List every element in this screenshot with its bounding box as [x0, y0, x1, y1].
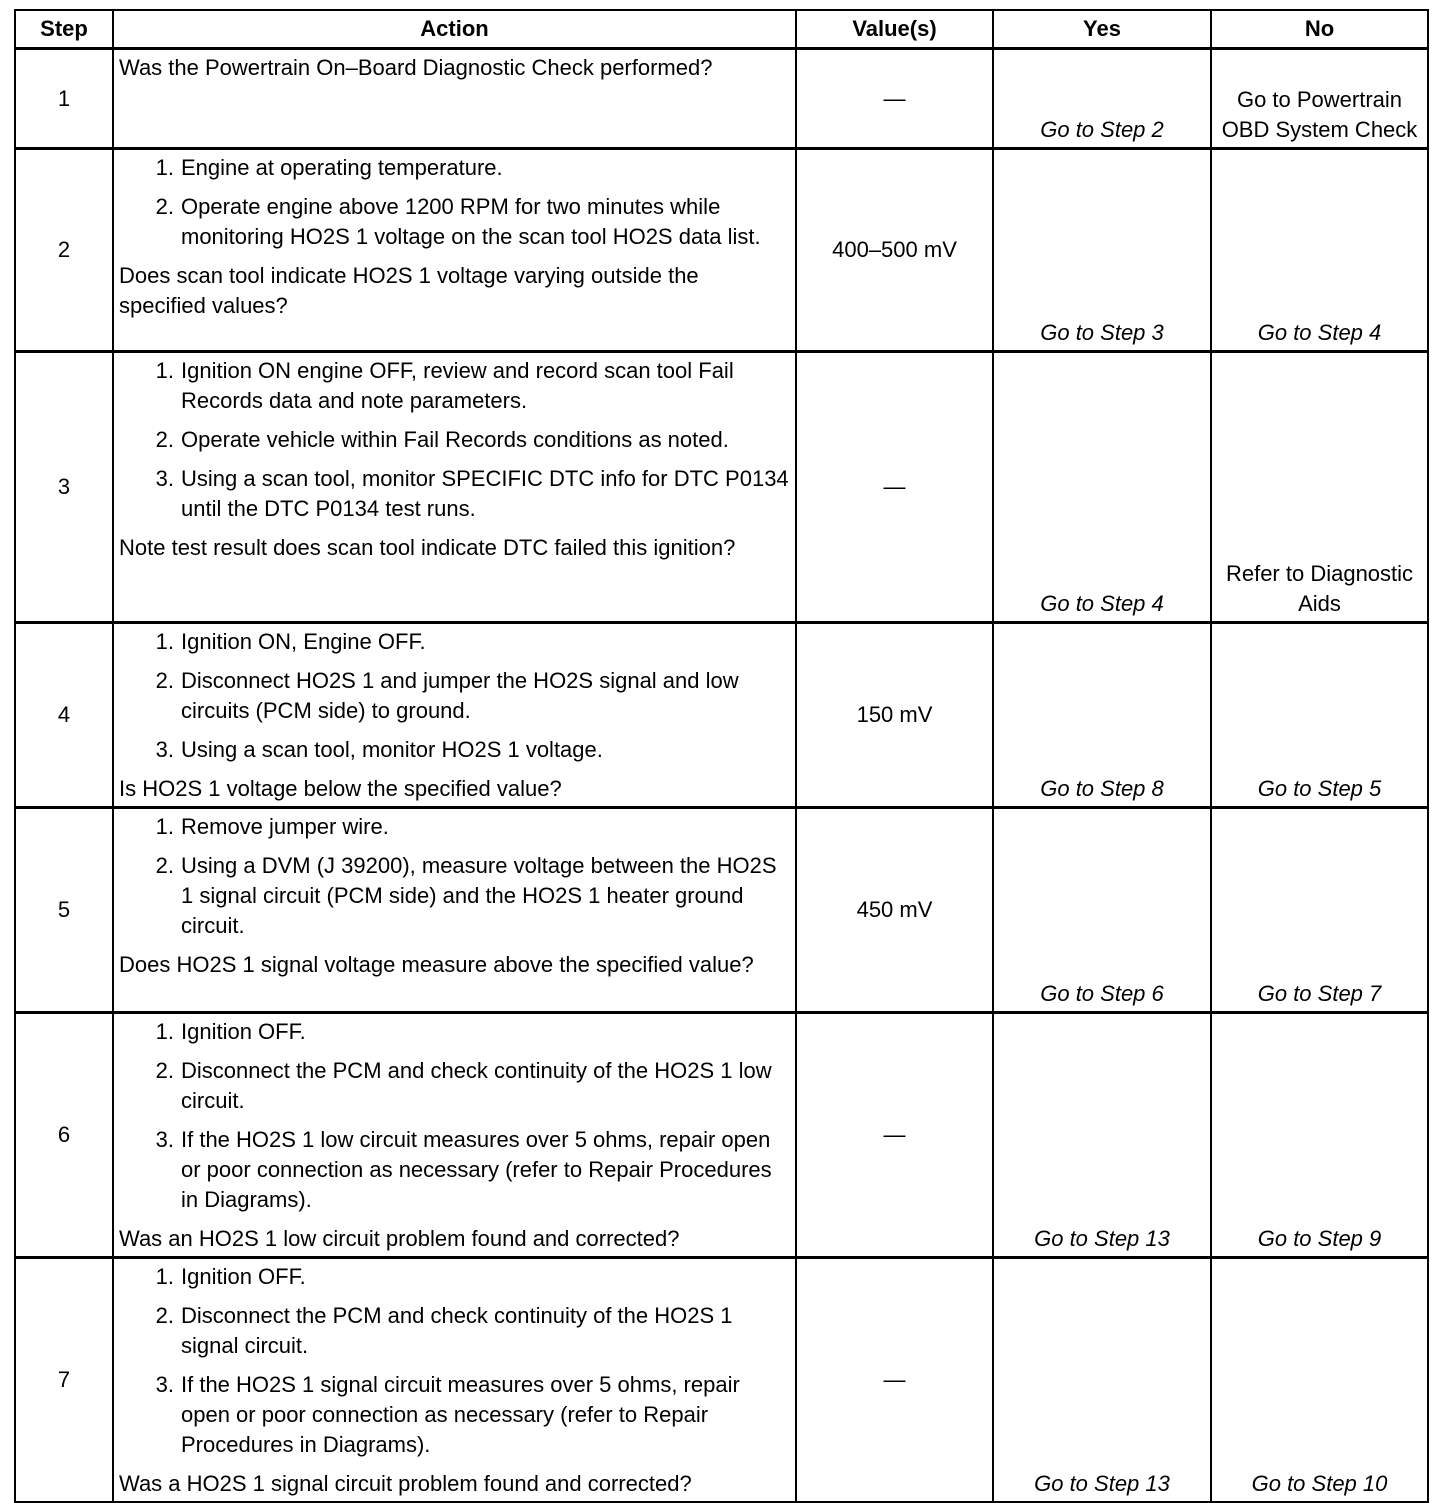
- table-row: [15, 1258, 1428, 1503]
- action-step: [119, 851, 789, 941]
- action-step: [119, 192, 789, 252]
- action-step-text: Ignition ON engine OFF, review and record scan tool Fail Records data and note parameters.: [181, 358, 734, 413]
- table-row: [15, 49, 1428, 149]
- table-row: [15, 1013, 1428, 1258]
- action-question: Note test result does scan tool indicate DTC failed this ignition?: [119, 535, 736, 560]
- action-step-text: Ignition ON, Engine OFF.: [181, 629, 426, 654]
- value-cell: —: [796, 1013, 993, 1258]
- table-row: [15, 352, 1428, 623]
- action-question: Does HO2S 1 signal voltage measure above the specified value?: [119, 952, 754, 977]
- action-step-number: 3.: [155, 737, 174, 762]
- action-cell: [113, 1013, 796, 1258]
- action-step: [119, 735, 789, 765]
- action-question: Was an HO2S 1 low circuit problem found and corrected?: [119, 1226, 680, 1251]
- action-step-text: Operate engine above 1200 RPM for two minutes while monitoring HO2S 1 voltage on the scan tool HO2S data list.: [181, 194, 761, 249]
- yes-action: Go to Step 3: [993, 149, 1211, 352]
- action-step-number: 3.: [155, 466, 174, 491]
- diagnostic-table: [14, 9, 1429, 1503]
- action-steps: [119, 1017, 789, 1215]
- step-number: 3: [15, 352, 113, 623]
- action-step-number: 2.: [155, 427, 174, 452]
- yes-action: Go to Step 13: [993, 1013, 1211, 1258]
- action-step: [119, 425, 789, 455]
- value-cell: 150 mV: [796, 623, 993, 808]
- action-step: [119, 356, 789, 416]
- action-cell: [113, 149, 796, 352]
- step-number: 1: [15, 49, 113, 149]
- step-number: 5: [15, 808, 113, 1013]
- no-action-text: Go to Powertrain OBD System Check: [1221, 87, 1418, 142]
- action-step-text: Disconnect the PCM and check continuity of the HO2S 1 low circuit.: [181, 1058, 772, 1113]
- value-cell: 400–500 mV: [796, 149, 993, 352]
- action-question: Was the Powertrain On–Board Diagnostic Check performed?: [119, 55, 713, 80]
- action-step-number: 1.: [155, 1264, 174, 1289]
- no-action: [1211, 49, 1428, 149]
- no-action: [1211, 149, 1428, 352]
- no-action: [1211, 1258, 1428, 1503]
- action-step-text: Using a DVM (J 39200), measure voltage between the HO2S 1 signal circuit (PCM side) and the HO2S 1 heater ground circuit.: [181, 853, 777, 938]
- action-step-number: 2.: [155, 194, 174, 219]
- action-step: [119, 1017, 789, 1047]
- action-step: [119, 1262, 789, 1292]
- action-step-number: 2.: [155, 1058, 174, 1083]
- action-step-number: 1.: [155, 358, 174, 383]
- action-step-text: Disconnect HO2S 1 and jumper the HO2S signal and low circuits (PCM side) to ground.: [181, 668, 739, 723]
- action-step: [119, 627, 789, 657]
- action-steps: [119, 356, 789, 524]
- yes-action: Go to Step 6: [993, 808, 1211, 1013]
- header-yes: Yes: [993, 10, 1211, 49]
- action-step: [119, 812, 789, 842]
- value-cell: —: [796, 49, 993, 149]
- step-number: 6: [15, 1013, 113, 1258]
- action-steps: [119, 153, 789, 252]
- no-action: [1211, 1013, 1428, 1258]
- action-step-number: 3.: [155, 1127, 174, 1152]
- action-step-number: 2.: [155, 1303, 174, 1328]
- value-cell: —: [796, 1258, 993, 1503]
- action-step-text: Ignition OFF.: [181, 1019, 306, 1044]
- no-action: [1211, 808, 1428, 1013]
- action-cell: [113, 49, 796, 149]
- no-action-text: Go to Step 9: [1257, 1226, 1382, 1251]
- action-step-number: 1.: [155, 814, 174, 839]
- action-step-number: 3.: [155, 1372, 174, 1397]
- action-cell: [113, 808, 796, 1013]
- no-action: [1211, 623, 1428, 808]
- yes-action: Go to Step 13: [993, 1258, 1211, 1503]
- action-step-text: Disconnect the PCM and check continuity of the HO2S 1 signal circuit.: [181, 1303, 733, 1358]
- action-step-text: Remove jumper wire.: [181, 814, 389, 839]
- action-cell: [113, 352, 796, 623]
- action-step: [119, 1125, 789, 1215]
- action-steps: [119, 1262, 789, 1460]
- value-cell: —: [796, 352, 993, 623]
- action-step: [119, 153, 789, 183]
- action-cell: [113, 1258, 796, 1503]
- no-action-text: Go to Step 5: [1257, 776, 1382, 801]
- table-body: [15, 49, 1428, 1503]
- yes-action: Go to Step 2: [993, 49, 1211, 149]
- step-number: 4: [15, 623, 113, 808]
- value-cell: 450 mV: [796, 808, 993, 1013]
- action-step-number: 1.: [155, 629, 174, 654]
- action-step-number: 1.: [155, 1019, 174, 1044]
- action-steps: [119, 627, 789, 765]
- table-row: [15, 808, 1428, 1013]
- action-step-text: Engine at operating temperature.: [181, 155, 503, 180]
- table-row: [15, 149, 1428, 352]
- no-action-text: Go to Step 4: [1257, 320, 1382, 345]
- action-step-number: 2.: [155, 853, 174, 878]
- no-action-text: Go to Step 10: [1251, 1471, 1388, 1496]
- action-step: [119, 1056, 789, 1116]
- action-step-text: If the HO2S 1 signal circuit measures over 5 ohms, repair open or poor connection as necessary (refer to Repair Procedures in Diagrams).: [181, 1372, 740, 1457]
- table-header: [15, 10, 1428, 49]
- no-action-text: Go to Step 7: [1257, 981, 1382, 1006]
- action-question: Is HO2S 1 voltage below the specified value?: [119, 776, 562, 801]
- no-action-text: Refer to Diagnostic Aids: [1225, 561, 1414, 616]
- action-step-text: Ignition OFF.: [181, 1264, 306, 1289]
- yes-action: Go to Step 4: [993, 352, 1211, 623]
- header-step: Step: [15, 10, 113, 49]
- action-step: [119, 1370, 789, 1460]
- action-step: [119, 1301, 789, 1361]
- step-number: 7: [15, 1258, 113, 1503]
- action-question: Was a HO2S 1 signal circuit problem found and corrected?: [119, 1471, 692, 1496]
- table-row: [15, 623, 1428, 808]
- action-step: [119, 666, 789, 726]
- action-question: Does scan tool indicate HO2S 1 voltage varying outside the specified values?: [119, 263, 699, 318]
- action-cell: [113, 623, 796, 808]
- action-step-number: 2.: [155, 668, 174, 693]
- action-step-text: Using a scan tool, monitor HO2S 1 voltage.: [181, 737, 603, 762]
- header-values: Value(s): [796, 10, 993, 49]
- action-step: [119, 464, 789, 524]
- action-step-text: If the HO2S 1 low circuit measures over 5 ohms, repair open or poor connection as necessary (refer to Repair Procedures in Diagrams).: [181, 1127, 772, 1212]
- action-step-text: Using a scan tool, monitor SPECIFIC DTC info for DTC P0134 until the DTC P0134 test runs.: [181, 466, 789, 521]
- step-number: 2: [15, 149, 113, 352]
- header-action: Action: [113, 10, 796, 49]
- header-no: No: [1211, 10, 1428, 49]
- action-step-number: 1.: [155, 155, 174, 180]
- yes-action: Go to Step 8: [993, 623, 1211, 808]
- action-steps: [119, 812, 789, 941]
- no-action: [1211, 352, 1428, 623]
- action-step-text: Operate vehicle within Fail Records conditions as noted.: [181, 427, 729, 452]
